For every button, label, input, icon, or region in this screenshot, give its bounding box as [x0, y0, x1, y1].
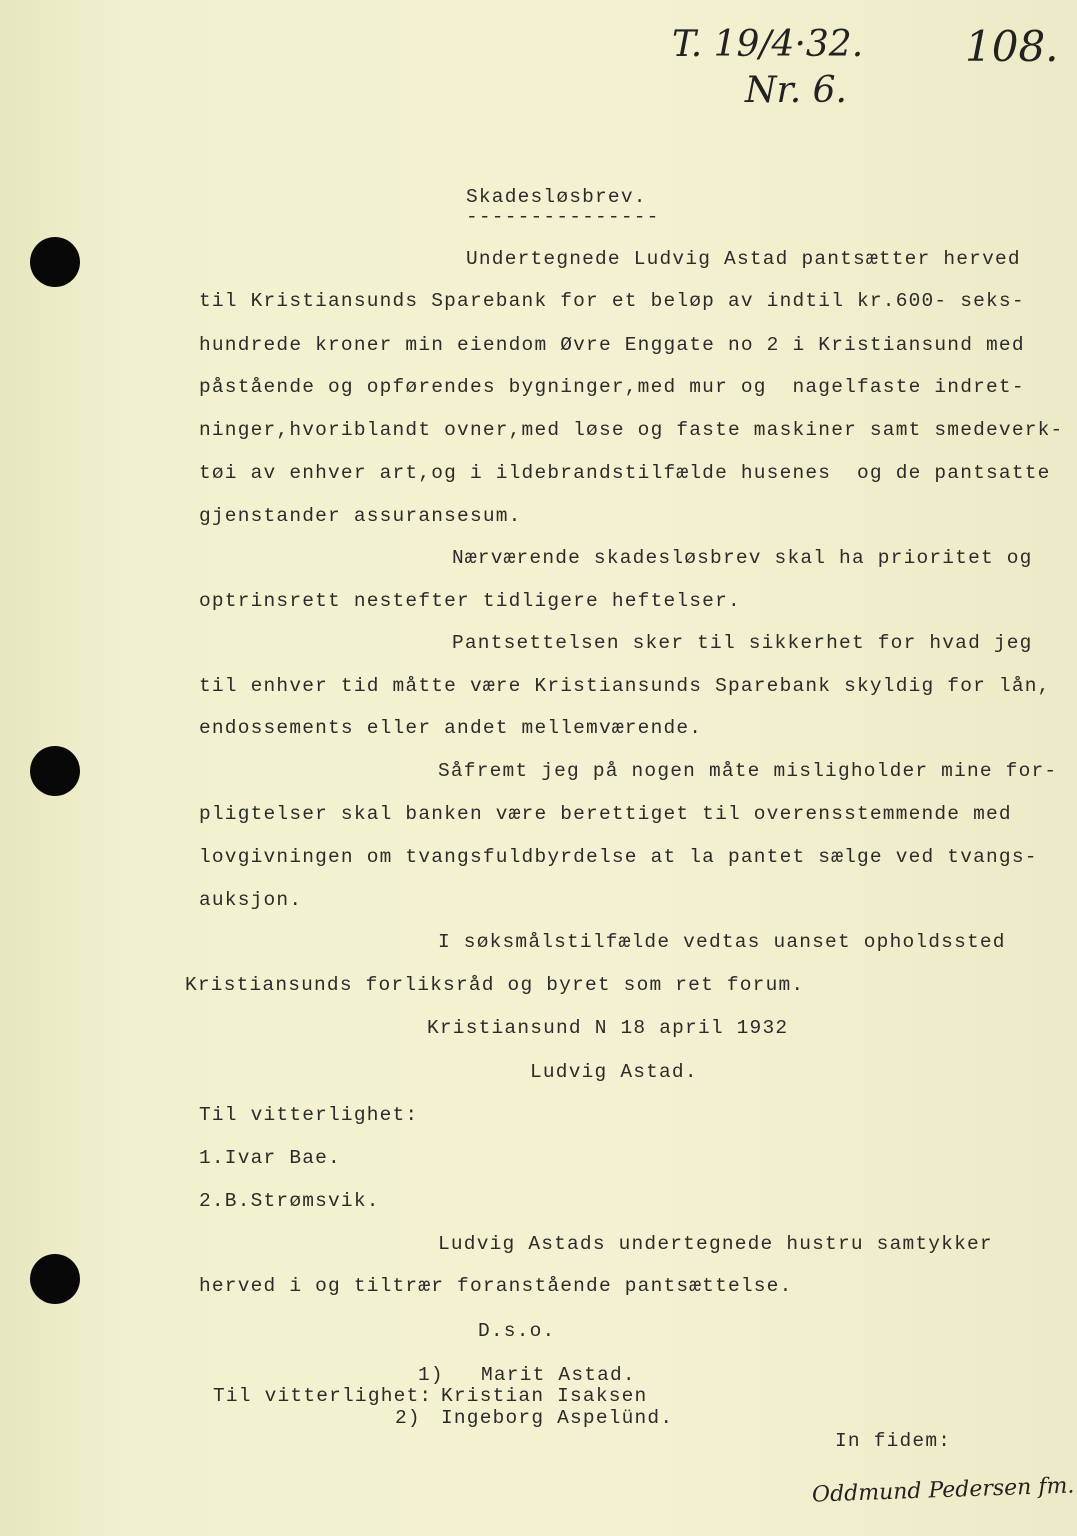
- punch-hole-bottom: [30, 1254, 80, 1304]
- body-line-4: påstående og opførendes bygninger,med mur og nagelfaste indret-: [199, 376, 1025, 398]
- handwritten-date-note: T. 19/4·32.: [672, 24, 864, 65]
- closing-name-ingeborg-aspelund: Ingeborg Aspelünd.: [441, 1407, 674, 1429]
- body-line-16: auksjon.: [199, 889, 303, 911]
- dso-marker: D.s.o.: [478, 1320, 556, 1342]
- document-title: Skadesløsbrev.: [466, 186, 647, 208]
- closing-marker-1: 1): [418, 1364, 444, 1386]
- handwritten-page-number: 108.: [965, 22, 1059, 71]
- closing-witness-kristian-isaksen: Kristian Isaksen: [441, 1385, 648, 1407]
- spouse-consent-line-2: herved i og tiltrær foranstående pantsættelse.: [199, 1275, 793, 1297]
- body-line-9: optrinsrett nestefter tidligere heftelser.: [199, 590, 741, 612]
- body-line-1: Undertegnede Ludvig Astad pantsætter herved: [466, 248, 1021, 270]
- closing-marker-2: 2): [395, 1407, 421, 1429]
- closing-witness-label: Til vitterlighet:: [213, 1385, 433, 1407]
- body-line-12: endossements eller andet mellemværende.: [199, 717, 703, 739]
- signature-ludvig-astad: Ludvig Astad.: [530, 1061, 698, 1083]
- body-line-10: Pantsettelsen sker til sikkerhet for hvad jeg: [452, 632, 1033, 654]
- witness-1: 1.Ivar Bae.: [199, 1147, 341, 1169]
- punch-hole-middle: [30, 746, 80, 796]
- body-line-13: Såfremt jeg på nogen måte misligholder mine for-: [438, 760, 1058, 782]
- body-line-7: gjenstander assuransesum.: [199, 505, 522, 527]
- body-line-17: I søksmålstilfælde vedtas uanset opholdssted: [438, 931, 1006, 953]
- spouse-consent-line-1: Ludvig Astads undertegnede hustru samtykker: [438, 1233, 993, 1255]
- body-line-5: ninger,hvoriblandt ovner,med løse og faste maskiner samt smedeverk-: [199, 419, 1064, 441]
- title-underline: ---------------: [466, 206, 660, 228]
- body-line-18: Kristiansunds forliksråd og byret som ret forum.: [185, 974, 805, 996]
- place-date-line: Kristiansund N 18 april 1932: [427, 1017, 789, 1039]
- attest-signature: Oddmund Pedersen fm.: [811, 1473, 1075, 1508]
- body-line-3: hundrede kroner min eiendom Øvre Enggate no 2 i Kristiansund med: [199, 334, 1025, 356]
- body-line-8: Nærværende skadesløsbrev skal ha prioritet og: [452, 547, 1033, 569]
- attest-label: In fidem:: [835, 1430, 952, 1452]
- closing-name-marit-astad: Marit Astad.: [481, 1364, 636, 1386]
- body-line-14: pligtelser skal banken være berettiget til overensstemmende med: [199, 803, 1012, 825]
- handwritten-entry-number: Nr. 6.: [745, 70, 847, 111]
- punch-hole-top: [30, 237, 80, 287]
- witness-label: Til vitterlighet:: [199, 1104, 419, 1126]
- body-line-15: lovgivningen om tvangsfuldbyrdelse at la pantet sælge ved tvangs-: [199, 846, 1038, 868]
- body-line-6: tøi av enhver art,og i ildebrandstilfælde husenes og de pantsatte: [199, 462, 1051, 484]
- body-line-2: til Kristiansunds Sparebank for et beløp av indtil kr.600- seks-: [199, 290, 1025, 312]
- witness-2: 2.B.Strømsvik.: [199, 1190, 380, 1212]
- body-line-11: til enhver tid måtte være Kristiansunds Sparebank skyldig for lån,: [199, 675, 1051, 697]
